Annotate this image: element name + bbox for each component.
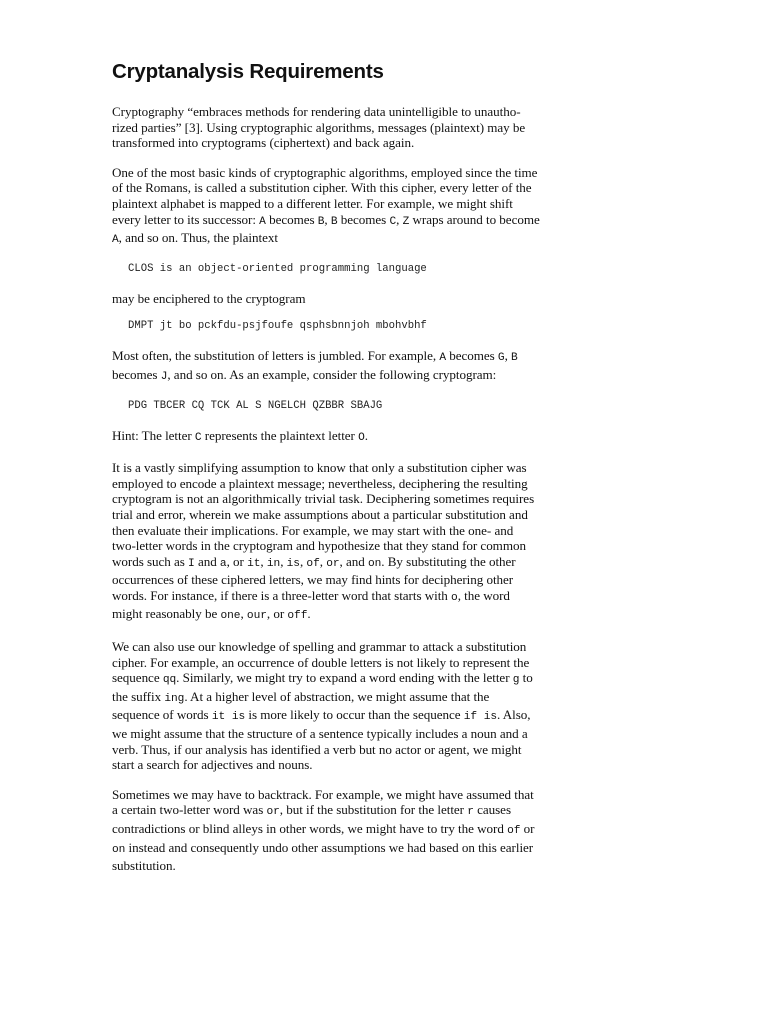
paragraph-substitution-cipher: One of the most basic kinds of cryptographic algorithms, employed since the time of the Romans, is called a substitution cipher. With this cipher, every letter of the plaintext alphabet is mapped to a different letter. For example, we might shift every letter to its successor: A becomes B, B becomes C, Z wraps around to become A, and so on. Thus, the plaintext (112, 164, 540, 247)
paragraph-intro: Cryptography “embraces methods for rendering data unintelligible to unautho- rized parties” [3]. Using cryptographic algorithms, messages (plaintext) may be transformed into cryptograms (ciphertext) and back again. (112, 104, 526, 151)
page-title: Cryptanalysis Requirements (112, 60, 384, 83)
code-plaintext-example: CLOS is an object-oriented programming language (128, 262, 427, 275)
paragraph-backtrack: Sometimes we may have to backtrack. For example, we might have assumed that a certain two-letter word was or, but if the substitution for the letter r causes contradictions or blind alleys in other words, we might have to try the word of or on instead and consequently undo other assumptions we had based on this earlier substitution. (112, 786, 535, 874)
paragraph-jumbled: Most often, the substitution of letters is jumbled. For example, A becomes G, B becomes J, and so on. As an example, consider the following cryptogram: (112, 348, 518, 383)
paragraph-assumptions: It is a vastly simplifying assumption to know that only a substitution cipher was employed to encode a plaintext message; nevertheless, deciphering the resulting cryptogram is not an algorithmically trivial task. Deciphering sometimes requires trial and error, wherein we make assumptions about a particular substitution and then evaluate their implications. For example, we may start with the one- and two-letter words in the cryptogram and hypothesize that they stand for common words such as I and a, or it, in, is, of, or, and on. By substituting the other occurrences of these ciphered letters, we may find hints for deciphering other words. For instance, if there is a three-letter word that starts with o, the word might reasonably be one, our, or off. (112, 460, 535, 623)
code-cryptogram-example: DMPT jt bo pckfdu-psjfoufe qsphsbnnjoh mbohvbhf (128, 320, 427, 333)
paragraph-grammar: We can also use our knowledge of spelling and grammar to attack a substitution cipher. For example, an occurrence of double letters is not likely to represent the sequence qq. Similarly, we might try to expand a word ending with the letter g to the suffix ing. At a higher level of abstraction, we might assume that the sequence of words it is is more likely to occur than the sequence if is. Also, we might assume that the structure of a sentence typically includes a noun and a verb. Thus, if our analysis has identified a verb but no actor or agent, we might start a search for adjectives and nouns. (112, 639, 533, 773)
paragraph-hint: Hint: The letter C represents the plaintext letter O. (112, 427, 368, 444)
paragraph-enciphered: may be enciphered to the cryptogram (112, 290, 306, 306)
document-page (112, 60, 540, 888)
code-puzzle-cryptogram: PDG TBCER CQ TCK AL S NGELCH QZBBR SBAJG (128, 399, 383, 412)
